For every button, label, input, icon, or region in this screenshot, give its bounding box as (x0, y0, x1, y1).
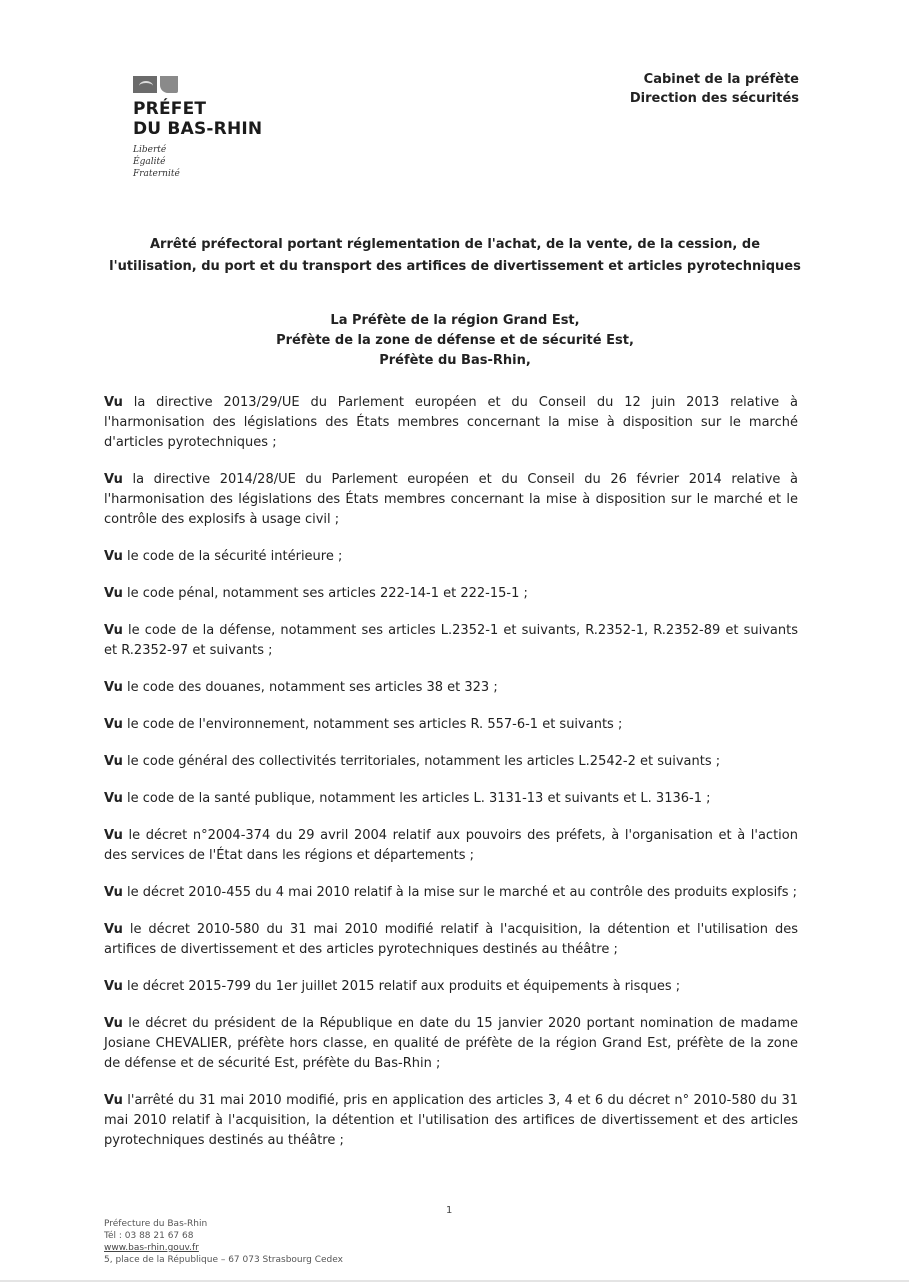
republic-motto (133, 144, 262, 180)
consideration-item (104, 1014, 798, 1074)
vu-label: Vu (104, 586, 123, 601)
vu-label: Vu (104, 922, 123, 937)
footer-office: Préfecture du Bas-Rhin (104, 1219, 208, 1229)
consideration-text: la directive 2013/29/UE du Parlement européen et du Conseil du 12 juin 2013 relative à l'harmonisation des législations des États membres concernant la mise à disposition sur le marché d'articles pyrotechniques ; (104, 395, 798, 450)
consideration-text: le code de la sécurité intérieure ; (122, 549, 343, 564)
vu-label: Vu (104, 791, 123, 806)
consideration-text: la directive 2014/28/UE du Parlement européen et du Conseil du 26 février 2014 relative à l'harmonisation des législations des États membres concernant la mise à disposition sur le marché et le contrôle des explosifs à usage civil ; (104, 472, 798, 527)
consideration-item (104, 584, 798, 604)
consideration-text: le décret 2010-580 du 31 mai 2010 modifié relatif à l'acquisition, la détention et l'utilisation des artifices de divertissement et des articles pyrotechniques destinés au théâtre ; (104, 922, 798, 957)
document-title (90, 234, 820, 278)
title-line2: l'utilisation, du port et du transport des artifices de divertissement et articles pyrotechniques (109, 259, 801, 274)
consideration-text: le décret 2015-799 du 1er juillet 2015 relatif aux produits et équipements à risques ; (122, 979, 681, 994)
vu-label: Vu (104, 395, 123, 410)
direction-line: Direction des sécurités (629, 91, 799, 106)
consideration-item (104, 977, 798, 997)
consideration-item (104, 547, 798, 567)
footer-website-link[interactable]: www.bas-rhin.gouv.fr (104, 1243, 199, 1253)
vu-label: Vu (104, 549, 123, 564)
vu-label: Vu (104, 979, 123, 994)
consideration-text: le décret du président de la République en date du 15 janvier 2020 portant nomination de madame Josiane CHEVALIER, préfète hors classe, en qualité de préfète de la région Grand Est, préfète de la zone de défense et de sécurité Est, préfète du Bas-Rhin ; (104, 1016, 798, 1071)
consideration-item (104, 1091, 798, 1151)
consideration-text: le code des douanes, notamment ses articles 38 et 323 ; (122, 680, 498, 695)
vu-label: Vu (104, 885, 123, 900)
vu-label: Vu (104, 754, 123, 769)
consideration-item (104, 883, 798, 903)
footer-phone: Tél : 03 88 21 67 68 (104, 1231, 194, 1241)
consideration-item (104, 621, 798, 661)
considerations-list (104, 393, 798, 1168)
motto-egalite: Égalité (133, 157, 166, 167)
consideration-item (104, 826, 798, 866)
page-number: 1 (446, 1205, 453, 1216)
cabinet-line: Cabinet de la préfète (643, 72, 799, 87)
consideration-item (104, 470, 798, 530)
consideration-text: le code de la santé publique, notamment les articles L. 3131-13 et suivants et L. 3136-1 ; (122, 791, 711, 806)
authority-line2: Préfète de la zone de défense et de sécurité Est, (276, 333, 634, 348)
consideration-text: le décret n°2004-374 du 29 avril 2004 relatif aux pouvoirs des préfets, à l'organisation et à l'action des services de l'État dans les régions et départements ; (104, 828, 798, 863)
authority-block (90, 311, 820, 371)
motto-liberte: Liberté (133, 145, 167, 155)
authority-line1: La Préfète de la région Grand Est, (330, 313, 580, 328)
consideration-item (104, 678, 798, 698)
vu-label: Vu (104, 472, 123, 487)
vu-label: Vu (104, 623, 123, 638)
footer-contact (104, 1218, 343, 1266)
vu-label: Vu (104, 717, 123, 732)
motto-fraternite: Fraternité (133, 169, 180, 179)
consideration-text: l'arrêté du 31 mai 2010 modifié, pris en application des articles 3, 4 et 6 du décret n° 2010-580 du 31 mai 2010 relatif à l'acquisition, la détention et l'utilisation des artifices de divertissement et des articles pyrotechniques destinés au théâtre ; (104, 1093, 798, 1148)
consideration-text: le code de la défense, notamment ses articles L.2352-1 et suivants, R.2352-1, R.2352-89 et suivants et R.2352-97 et suivants ; (104, 623, 798, 658)
prefet-logo (133, 76, 262, 180)
vu-label: Vu (104, 828, 123, 843)
consideration-item (104, 393, 798, 453)
consideration-text: le décret 2010-455 du 4 mai 2010 relatif à la mise sur le marché et au contrôle des produits explosifs ; (122, 885, 798, 900)
title-line1: Arrêté préfectoral portant réglementation de l'achat, de la vente, de la cession, de (149, 237, 761, 252)
consideration-text: le code général des collectivités territoriales, notamment les articles L.2542-2 et suivants ; (122, 754, 721, 769)
vu-label: Vu (104, 1016, 123, 1031)
marianne-blue-block (133, 76, 157, 93)
footer-address: 5, place de la République – 67 073 Strasbourg Cedex (104, 1255, 343, 1265)
scan-edge-divider (0, 1280, 909, 1282)
vu-label: Vu (104, 1093, 123, 1108)
marianne-flag-icon (133, 76, 262, 93)
consideration-item (104, 789, 798, 809)
consideration-text: le code pénal, notamment ses articles 222-14-1 et 222-15-1 ; (122, 586, 528, 601)
consideration-item (104, 752, 798, 772)
logo-title-line1: PRÉFET (133, 99, 207, 119)
consideration-item (104, 920, 798, 960)
authority-line3: Préfète du Bas-Rhin, (379, 353, 531, 368)
marianne-red-block (160, 76, 178, 93)
issuing-office (630, 70, 799, 108)
vu-label: Vu (104, 680, 123, 695)
logo-title-line2: DU BAS-RHIN (133, 119, 263, 139)
consideration-item (104, 715, 798, 735)
consideration-text: le code de l'environnement, notamment ses articles R. 557-6-1 et suivants ; (122, 717, 623, 732)
